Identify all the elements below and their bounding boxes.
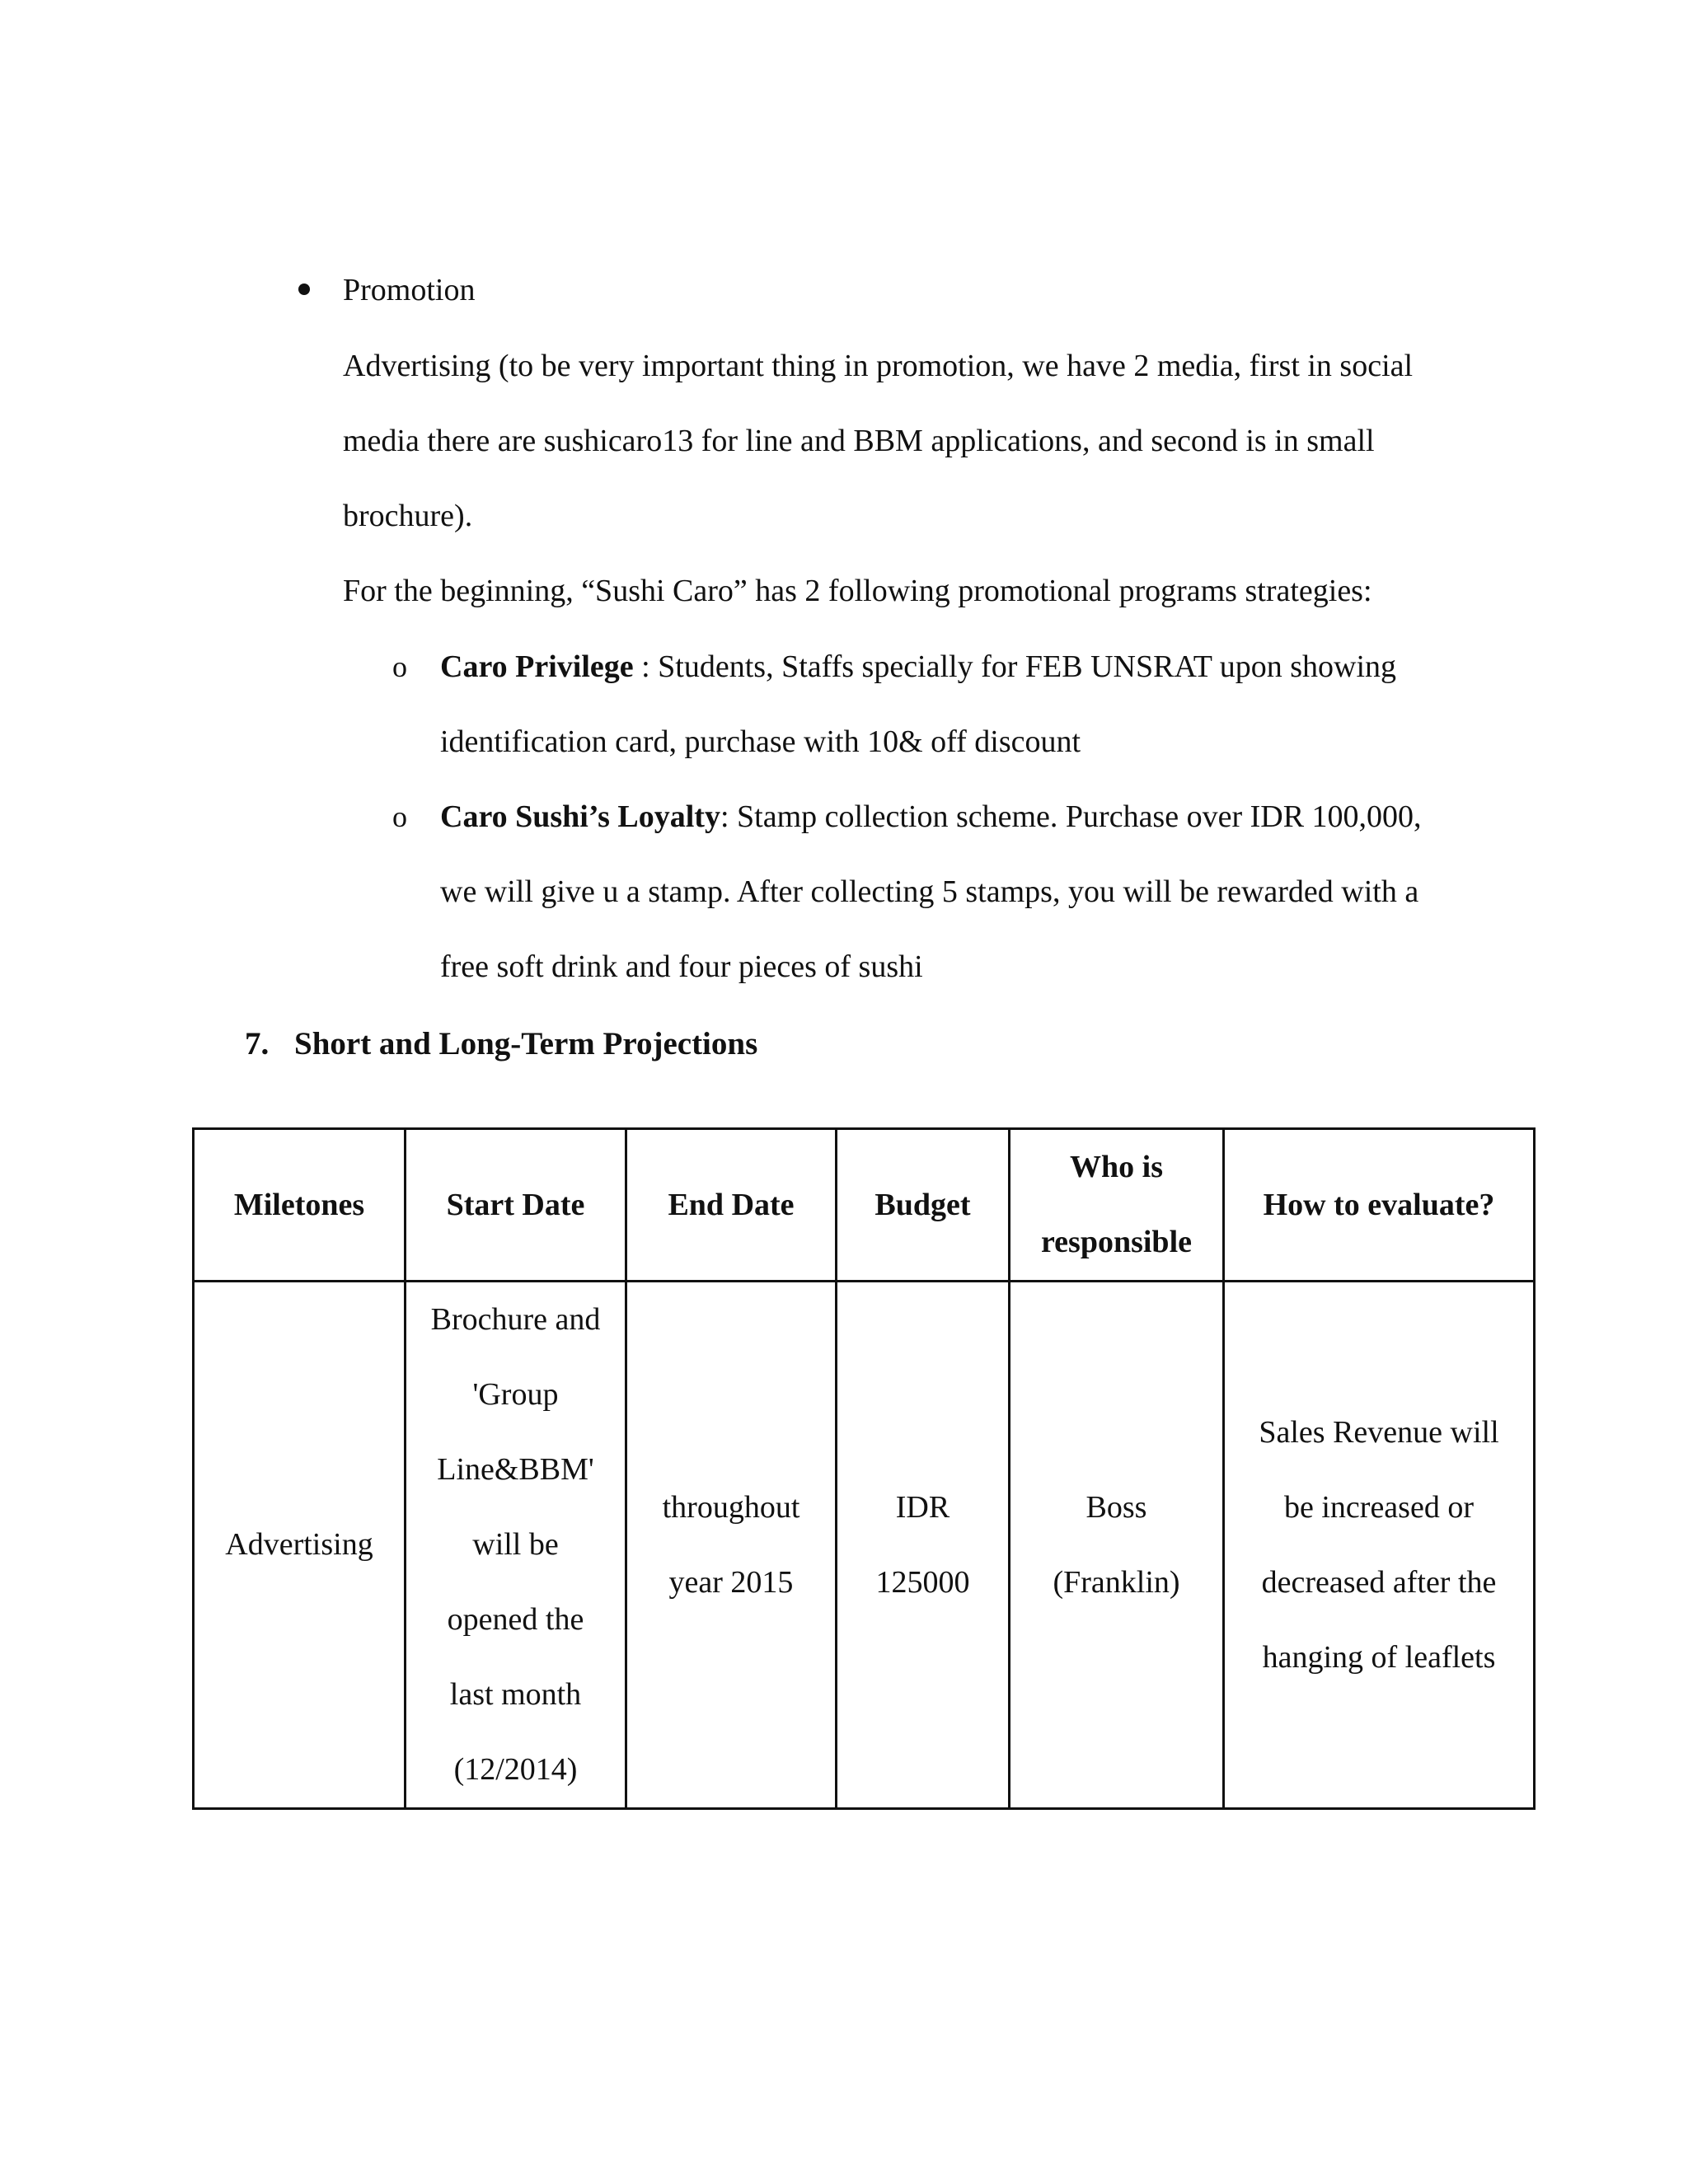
circle-bullet-icon: o (392, 800, 407, 833)
cell-text-line: Sales Revenue will (1259, 1414, 1499, 1450)
program-continuation: we will give u a stamp. After collecting 5 stamps, you will be rewarded with a (440, 874, 1419, 909)
program-caro-loyalty (440, 798, 1422, 836)
header-start-date (406, 1129, 626, 1282)
cell-text-line: (Franklin) (1053, 1564, 1180, 1600)
cell-text-line: (12/2014) (453, 1752, 578, 1787)
cell-text-line: End Date (668, 1187, 795, 1222)
cell-responsible (1010, 1282, 1224, 1809)
header-end-date (626, 1129, 837, 1282)
cell-text-line: decreased after the (1261, 1564, 1497, 1600)
cell-text-line: will be (472, 1527, 559, 1562)
cell-end-date (626, 1282, 837, 1809)
section-heading (245, 1025, 757, 1063)
cell-text-line: Brochure and (430, 1302, 601, 1337)
cell-text-line: responsible (1040, 1225, 1192, 1259)
program-continuation: identification card, purchase with 10& off discount (440, 724, 1081, 759)
section-number: 7. (245, 1026, 270, 1062)
cell-text-line: Start Date (446, 1187, 585, 1222)
bullet-dot-icon (298, 284, 310, 295)
cell-text-line: 125000 (875, 1564, 970, 1600)
cell-text-line: be increased or (1284, 1489, 1474, 1525)
cell-text-line: How to evaluate? (1263, 1187, 1495, 1222)
cell-text-line: Line&BBM' (437, 1452, 594, 1487)
header-evaluate (1224, 1129, 1535, 1282)
promotion-title: Promotion (343, 273, 476, 307)
program-continuation: free soft drink and four pieces of sushi (440, 949, 923, 984)
cell-text-line: Budget (874, 1187, 971, 1222)
cell-text-line: 'Group (472, 1377, 559, 1412)
table-row (194, 1282, 1535, 1809)
cell-text-line: opened the (447, 1602, 584, 1637)
cell-budget (837, 1282, 1010, 1809)
section-title: Short and Long-Term Projections (294, 1026, 758, 1062)
cell-text-line: Boss (1085, 1489, 1147, 1525)
cell-text-line: year 2015 (668, 1564, 794, 1600)
header-budget (837, 1129, 1010, 1282)
cell-text-line: last month (449, 1677, 582, 1712)
advertising-line-2: media there are sushicaro13 for line and BBM applications, and second is in small (343, 424, 1375, 458)
projections-table (192, 1127, 1536, 1810)
header-milestones (194, 1129, 406, 1282)
circle-bullet-icon: o (392, 650, 407, 683)
program-name: Caro Privilege (440, 649, 634, 684)
program-name: Caro Sushi’s Loyalty (440, 799, 720, 834)
intro-line: For the beginning, “Sushi Caro” has 2 following promotional programs strategies: (343, 574, 1372, 608)
header-responsible (1010, 1129, 1224, 1282)
cell-text-line: Who is (1070, 1150, 1163, 1184)
cell-start-date (406, 1282, 626, 1809)
cell-text-line: IDR (895, 1489, 950, 1525)
advertising-line-3: brochure). (343, 499, 473, 533)
cell-text-line: throughout (662, 1489, 800, 1525)
program-caro-privilege (440, 648, 1396, 686)
program-description: : Stamp collection scheme. Purchase over IDR 100,000, (720, 799, 1422, 834)
cell-text-line: Advertising (225, 1527, 373, 1562)
cell-text-line: hanging of leaflets (1262, 1639, 1496, 1675)
cell-milestone (194, 1282, 406, 1809)
cell-evaluate (1224, 1282, 1535, 1809)
advertising-line-1: Advertising (to be very important thing in promotion, we have 2 media, first in social (343, 349, 1414, 383)
cell-text-line: Miletones (233, 1187, 365, 1222)
program-description: : Students, Staffs specially for FEB UNSRAT upon showing (633, 649, 1397, 684)
table-header-row (194, 1129, 1535, 1282)
